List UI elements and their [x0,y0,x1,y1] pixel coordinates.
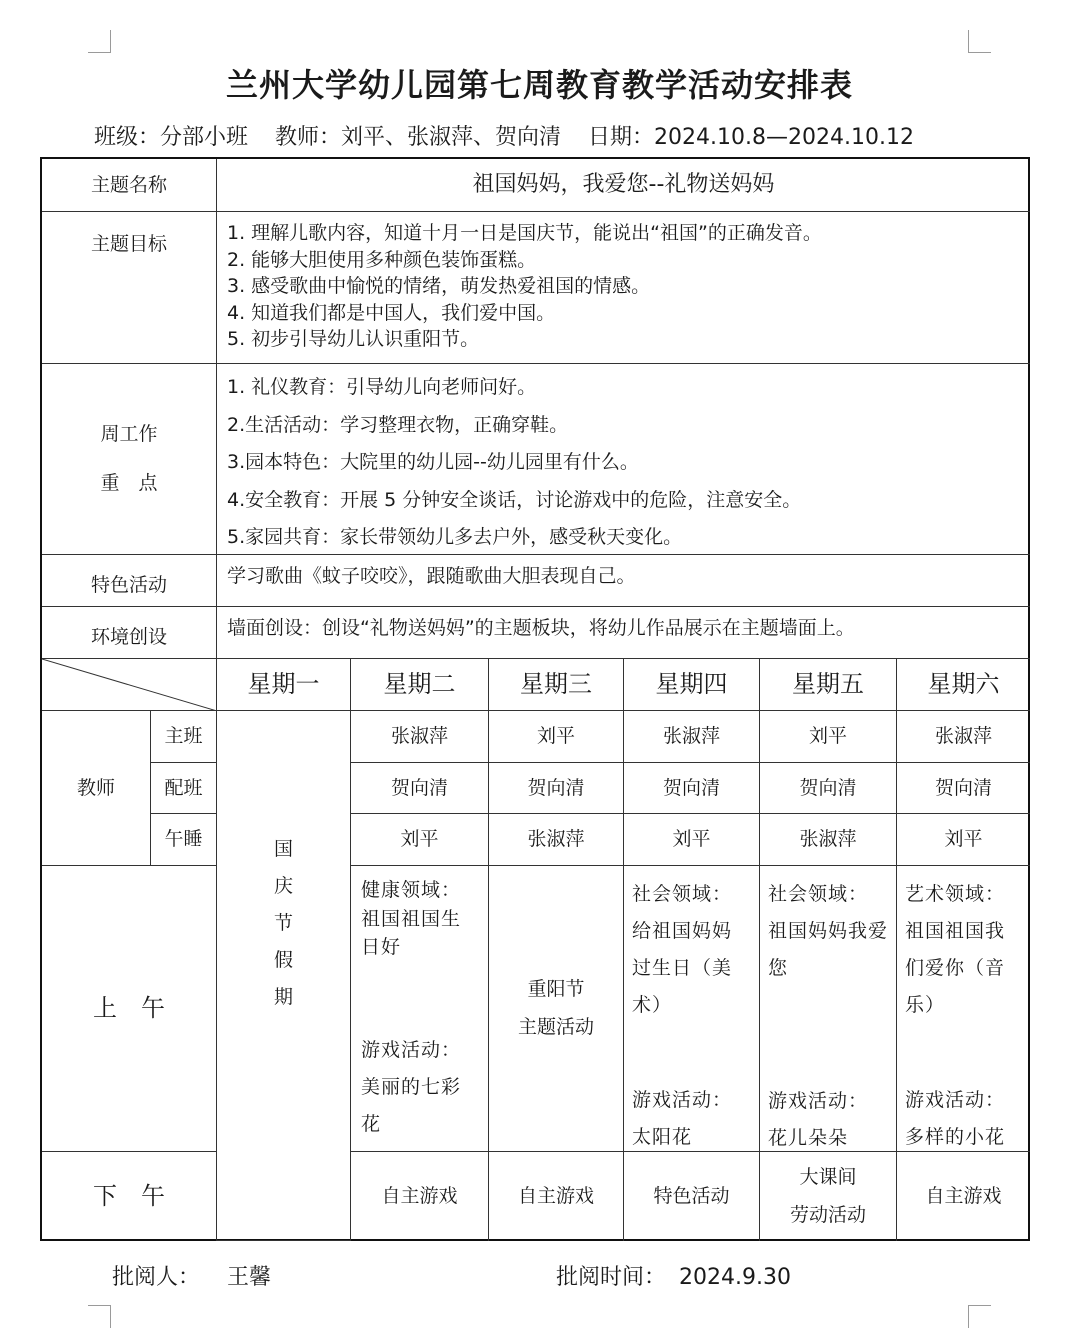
morning-tue-game: 美丽的七彩花 [361,1075,462,1135]
role-main: 主班 [151,711,217,763]
reviewer-line [112,1260,271,1291]
reviewer-name: 王馨 [227,1265,272,1290]
morning-fri-game: 花儿朵朵 [768,1127,849,1150]
crop-mark-top-left [88,30,111,53]
holiday-char: 期 [273,986,293,1009]
morning-wed-line1: 重阳节 [527,978,585,1001]
goal-item: 2. 能够大胆使用多种颜色装饰蛋糕。 [227,248,537,271]
weekly-focus-label-line2: 重 点 [100,472,158,494]
morning-thu-topic: 给祖国妈妈过生日（美术） [632,920,733,1017]
nap-teacher-thu: 刘平 [624,814,760,866]
morning-sat [897,866,1030,1152]
morning-fri-topic: 祖国妈妈我爱您 [768,920,889,980]
goal-item: 3. 感受歌曲中愉悦的情绪，萌发热爱祖国的情感。 [227,275,651,298]
main-teacher-wed: 刘平 [489,711,624,763]
focus-item: 5.家园共育：家长带领幼儿多去户外，感受秋天变化。 [227,526,683,549]
afternoon-fri [760,1152,897,1241]
morning-sat-game: 多样的小花 [905,1126,1006,1149]
morning-sat-game-label: 游戏活动： [905,1089,1006,1112]
goals-label: 主题目标 [42,212,217,364]
day-header: 星期二 [351,659,489,711]
morning-thu-domain: 社会领域： [632,883,733,905]
role-nap: 午睡 [151,814,217,866]
reviewer-label: 批阅人： [112,1265,201,1290]
day-header: 星期四 [624,659,760,711]
monday-holiday [217,711,351,1241]
goals-list [217,212,1030,364]
morning-thu [624,866,760,1152]
focus-item: 4.安全教育：开展 5 分钟安全谈话，讨论游戏中的危险，注意安全。 [227,488,802,511]
focus-item: 2.生活活动：学习整理衣物，正确穿鞋。 [227,413,569,436]
main-teacher-thu: 张淑萍 [624,711,760,763]
morning-fri [760,866,897,1152]
goal-item: 5. 初步引导幼儿认识重阳节。 [227,328,480,351]
assist-teacher-sat: 贺向清 [897,763,1030,814]
main-teacher-sat: 张淑萍 [897,711,1030,763]
class-info: 班级：分部小班 [94,125,249,150]
environment-label: 环境创设 [42,607,217,659]
header-info [94,120,934,151]
morning-label: 上 午 [42,866,217,1152]
morning-wed-line2: 主题活动 [517,1015,594,1038]
morning-fri-domain: 社会领域： [768,883,869,905]
main-teacher-tue: 张淑萍 [351,711,489,763]
assist-teacher-wed: 贺向清 [489,763,624,814]
role-assist: 配班 [151,763,217,814]
day-header: 星期一 [217,659,351,711]
teacher-group-label: 教师 [42,711,151,866]
assist-teacher-tue: 贺向清 [351,763,489,814]
assist-teacher-fri: 贺向清 [760,763,897,814]
holiday-char: 假 [273,949,293,972]
morning-tue-topic: 祖国祖国生日好 [361,907,462,958]
schedule-table [40,157,1030,1241]
theme-label: 主题名称 [42,159,217,212]
holiday-char: 庆 [273,875,293,898]
teachers-info: 教师：刘平、张淑萍、贺向清 [275,125,562,150]
nap-teacher-tue: 刘平 [351,814,489,866]
assist-teacher-thu: 贺向清 [624,763,760,814]
afternoon-label: 下 午 [42,1152,217,1241]
afternoon-tue: 自主游戏 [351,1152,489,1241]
date-info: 日期：2024.10.8—2024.10.12 [588,125,914,150]
document-title: 兰州大学幼儿园第七周教育教学活动安排表 [225,66,853,104]
morning-tue [351,866,489,1152]
morning-fri-game-label: 游戏活动： [768,1090,869,1113]
afternoon-wed: 自主游戏 [489,1152,624,1241]
review-time-line [556,1260,791,1291]
theme-value: 祖国妈妈，我爱您--礼物送妈妈 [217,159,1030,212]
morning-wed [489,866,624,1152]
holiday-char: 节 [273,912,293,935]
focus-item: 1. 礼仪教育：引导幼儿向老师问好。 [227,376,537,398]
review-time-label: 批阅时间： [556,1265,667,1290]
environment-value: 墙面创设：创设“礼物送妈妈”的主题板块，将幼儿作品展示在主题墙面上。 [217,607,1030,659]
afternoon-sat: 自主游戏 [925,1185,1002,1208]
morning-tue-game-label: 游戏活动： [361,1038,462,1061]
goal-item: 1. 理解儿歌内容，知道十月一日是国庆节，能说出“祖国”的正确发音。 [227,222,822,244]
morning-tue-domain: 健康领域： [361,879,462,901]
crop-mark-top-right [968,30,991,53]
nap-teacher-wed: 张淑萍 [489,814,624,866]
afternoon-fri-line1: 大课间 [799,1166,857,1189]
main-teacher-fri: 刘平 [760,711,897,763]
afternoon-thu: 特色活动 [624,1152,760,1241]
corner-diagonal-cell [42,659,217,711]
afternoon-fri-line2: 劳动活动 [789,1203,866,1226]
day-header: 星期三 [489,659,624,711]
nap-teacher-fri: 张淑萍 [760,814,897,866]
weekly-focus-label-line1: 周工作 [100,422,158,445]
holiday-char: 国 [273,838,293,860]
focus-item: 3.园本特色：大院里的幼儿园--幼儿园里有什么。 [227,451,639,474]
morning-thu-game-label: 游戏活动： [632,1089,733,1112]
nap-teacher-sat: 刘平 [897,814,1030,866]
weekly-focus-list [217,364,1030,555]
special-label: 特色活动 [42,555,217,607]
review-time-value: 2024.9.30 [679,1265,791,1290]
day-header: 星期五 [760,659,897,711]
day-header: 星期六 [897,659,1030,711]
goal-item: 4. 知道我们都是中国人，我们爱中国。 [227,301,556,324]
morning-sat-domain: 艺术领域： [905,883,1006,905]
morning-thu-game: 太阳花 [632,1126,693,1149]
crop-mark-bottom-left [88,1305,111,1328]
crop-mark-bottom-right [968,1305,991,1328]
morning-sat-topic: 祖国祖国我们爱你（音乐） [905,920,1006,1017]
special-value: 学习歌曲《蚊子咬咬》，跟随歌曲大胆表现自己。 [217,555,1030,607]
diagonal-line [42,659,217,711]
weekly-focus-label [42,364,217,555]
